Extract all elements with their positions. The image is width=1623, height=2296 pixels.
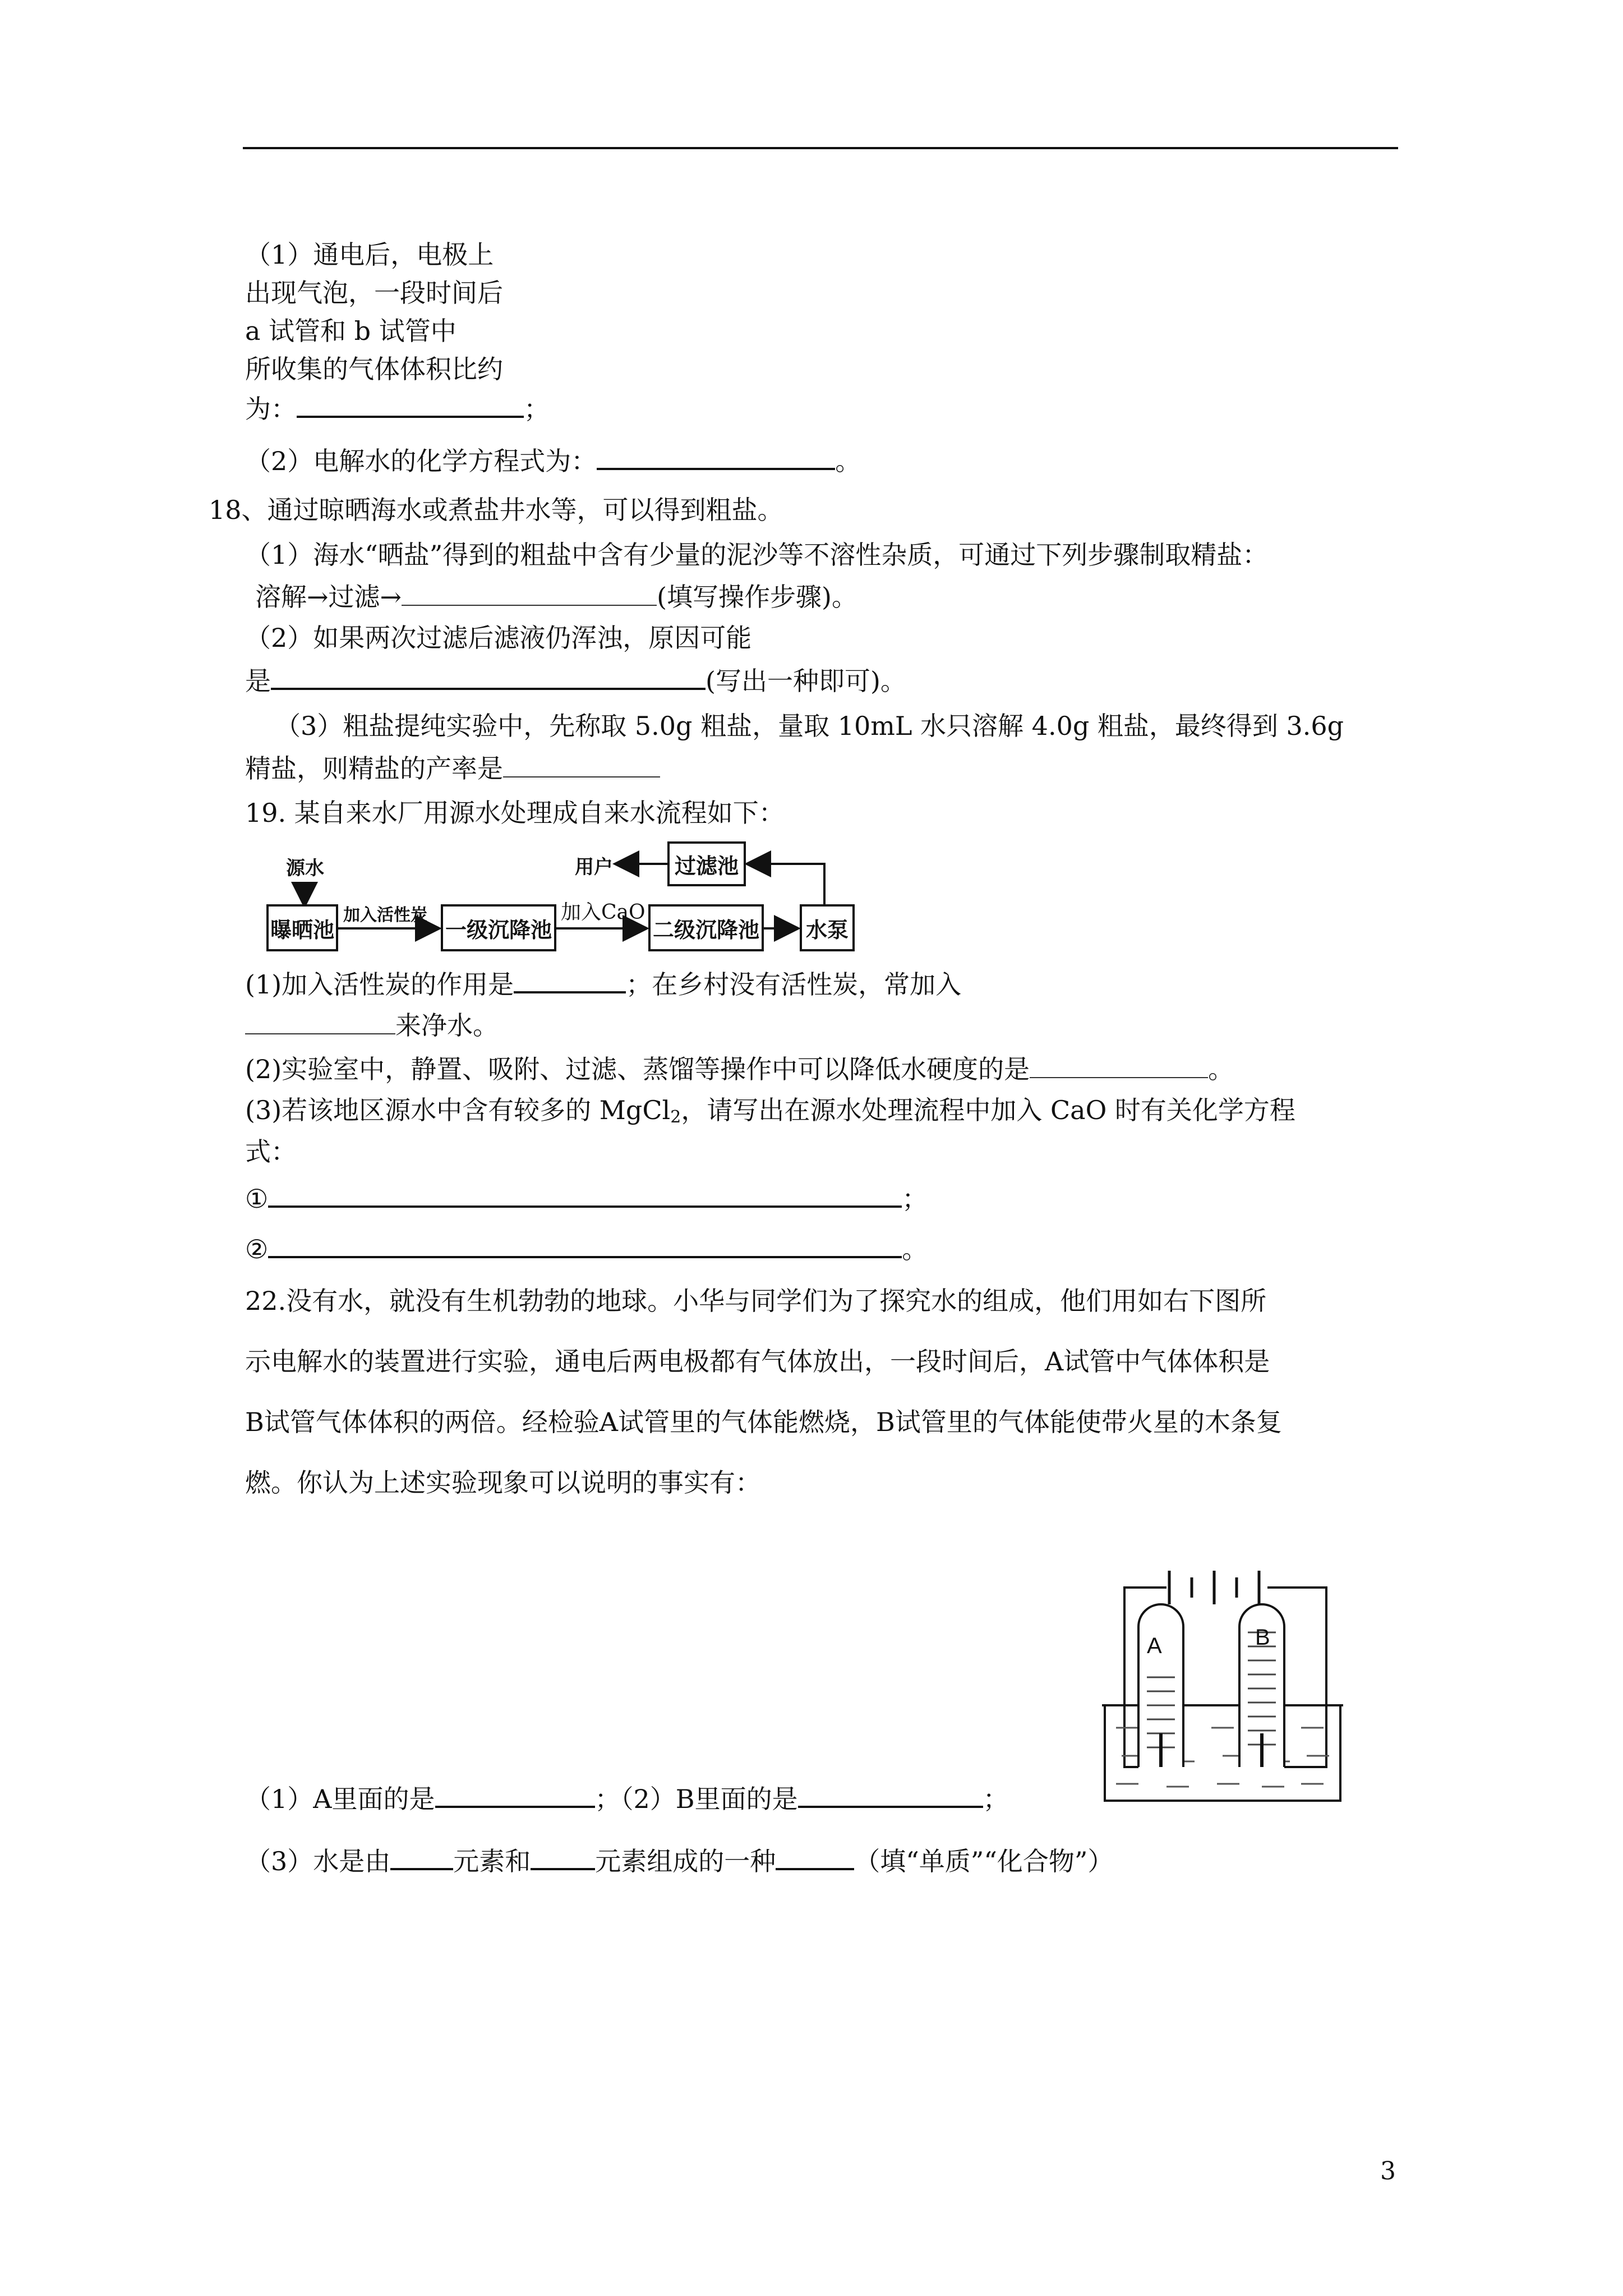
q17-p1-line3: a 试管和 b 试管中: [245, 316, 457, 346]
tube-b-label: B: [1255, 1625, 1270, 1650]
q19-p1-mid: ；在乡村没有活性炭，常加入: [626, 969, 962, 1000]
q17-p1-line1: （1）通电后，电极上: [245, 240, 494, 270]
q22-answer-line3: [245, 1843, 1113, 1878]
q18-p2-line2-suffix: (写出一种即可)。: [706, 666, 906, 696]
q19-answer-blank-alternative[interactable]: [245, 1009, 395, 1034]
q22-answer-blank-element1[interactable]: [390, 1843, 453, 1870]
q18-p2-line2-prefix: 是: [245, 666, 271, 696]
flow-step-activated-carbon: 加入活性炭: [343, 905, 427, 925]
q22-a3-suffix: （填“单质”“化合物”）: [854, 1846, 1114, 1876]
flow-source-label: 源水: [286, 857, 324, 880]
q17-p1-line4: 所收集的气体体积比约: [245, 354, 503, 384]
q17-p1-line2: 出现气泡，一段时间后: [245, 278, 503, 308]
q22-answer-blank-tube-b[interactable]: [798, 1781, 983, 1808]
q19-p3-line2: 式：: [245, 1137, 297, 1167]
q19-p1-prefix: (1)加入活性炭的作用是: [245, 969, 514, 1000]
q17-p2-suffix: 。: [835, 446, 861, 476]
q18-title: 18、通过晾晒海水或煮盐井水等，可以得到粗盐。: [209, 495, 783, 525]
q22-a1-prefix: （1）A里面的是: [245, 1784, 435, 1814]
q17-p1-line5-suffix: ；: [524, 394, 550, 424]
q19-p2-suffix: 。: [1208, 1054, 1234, 1084]
flow-tank-sun-pool: 曝晒池: [266, 904, 338, 951]
q17-p2-prefix: （2）电解水的化学方程式为：: [245, 446, 597, 476]
page-number: 3: [1380, 2157, 1396, 2185]
q19-answer-blank-eq2[interactable]: [268, 1231, 902, 1258]
q22-a3-mid1: 元素和: [453, 1846, 531, 1876]
q18-p1-line2-suffix: (填写操作步骤)。: [657, 582, 857, 612]
flow-filter-pool: 过滤池: [667, 841, 746, 886]
flow-tank-primary-settling: 一级沉降池: [441, 904, 556, 951]
q22-a1-suffix: ；: [983, 1784, 1009, 1814]
q19-eq1-line: [245, 1181, 928, 1215]
q22-line1: 22.没有水，就没有生机勃勃的地球。小华与同学们为了探究水的组成，他们用如右下图所: [245, 1286, 1267, 1316]
q19-title: 19. 某自来水厂用源水处理成自来水流程如下：: [245, 798, 785, 828]
q19-answer-blank-carbon-role[interactable]: [514, 967, 626, 993]
q18-p1-line2-prefix: 溶解→过滤→: [255, 582, 402, 612]
q22-a1-mid: ；（2）B里面的是: [594, 1784, 798, 1814]
q19-p1-line2-suffix: 来净水。: [395, 1010, 499, 1041]
q18-p3-line1: （3）粗盐提纯实验中，先称取 5.0g 粗盐，量取 10mL 水只溶解 4.0g 粗盐，最终得到 3.6g: [275, 711, 1344, 741]
q22-line2: 示电解水的装置进行实验，通电后两电极都有气体放出，一段时间后，A试管中气体体积是: [245, 1346, 1270, 1377]
q22-line4: 燃。你认为上述实验现象可以说明的事实有：: [245, 1467, 761, 1498]
electrolysis-apparatus-drawing: [1099, 1565, 1357, 1812]
q22-a3-prefix: （3）水是由: [245, 1846, 391, 1876]
tube-a-label: A: [1147, 1634, 1162, 1658]
q19-p2-prefix: (2)实验室中，静置、吸附、过滤、蒸馏等操作中可以降低水硬度的是: [245, 1054, 1030, 1084]
q19-eq1-suffix: ；: [902, 1184, 928, 1214]
q22-a3-mid2: 元素组成的一种: [595, 1846, 776, 1876]
q19-eq2-suffix: 。: [902, 1234, 928, 1264]
flow-step-add-cao: 加入CaO: [561, 901, 645, 924]
q19-p3-line1-b: ，请写出在源水处理流程中加入 CaO 时有关化学方程: [681, 1095, 1295, 1125]
flow-user-label: 用户: [575, 856, 613, 878]
q22-line3: B试管气体体积的两倍。经检验A试管里的气体能燃烧，B试管里的气体能使带火星的木条复: [245, 1407, 1282, 1437]
q19-p1-line1: [245, 967, 961, 1001]
q19-eq2-marker: ②: [245, 1234, 269, 1264]
q18-p1-line1: （1）海水“晒盐”得到的粗盐中含有少量的泥沙等不溶性杂质，可通过下列步骤制取精盐：: [245, 540, 1269, 570]
q22-answer-blank-element2[interactable]: [531, 1843, 595, 1870]
q19-p3-line1: [245, 1094, 1295, 1134]
flow-tank-secondary-settling: 二级沉降池: [648, 904, 764, 951]
q19-answer-blank-hardness[interactable]: [1030, 1052, 1208, 1078]
q22-answer-line1: [245, 1781, 1009, 1815]
q19-p3-subscript: 2: [670, 1107, 681, 1127]
q19-p3-line1-a: (3)若该地区源水中含有较多的 MgCl: [245, 1095, 671, 1125]
q19-p1-line2: [245, 1009, 499, 1042]
flow-water-pump: 水泵: [800, 904, 855, 951]
q17-p1-line5-prefix: 为：: [245, 394, 297, 424]
q22-answer-blank-tube-a[interactable]: [435, 1781, 595, 1808]
q19-p2-line: [245, 1052, 1234, 1085]
flow-diagram-arrows: [0, 0, 1623, 982]
q19-answer-blank-eq1[interactable]: [268, 1181, 902, 1208]
q19-eq1-marker: ①: [245, 1184, 269, 1214]
q19-eq2-line: [245, 1231, 928, 1266]
q18-p2-line1: （2）如果两次过滤后滤液仍浑浊，原因可能: [245, 623, 752, 653]
q18-p3-line2-prefix: 精盐，则精盐的产率是: [245, 753, 503, 784]
q22-answer-blank-substance-type[interactable]: [776, 1843, 854, 1870]
